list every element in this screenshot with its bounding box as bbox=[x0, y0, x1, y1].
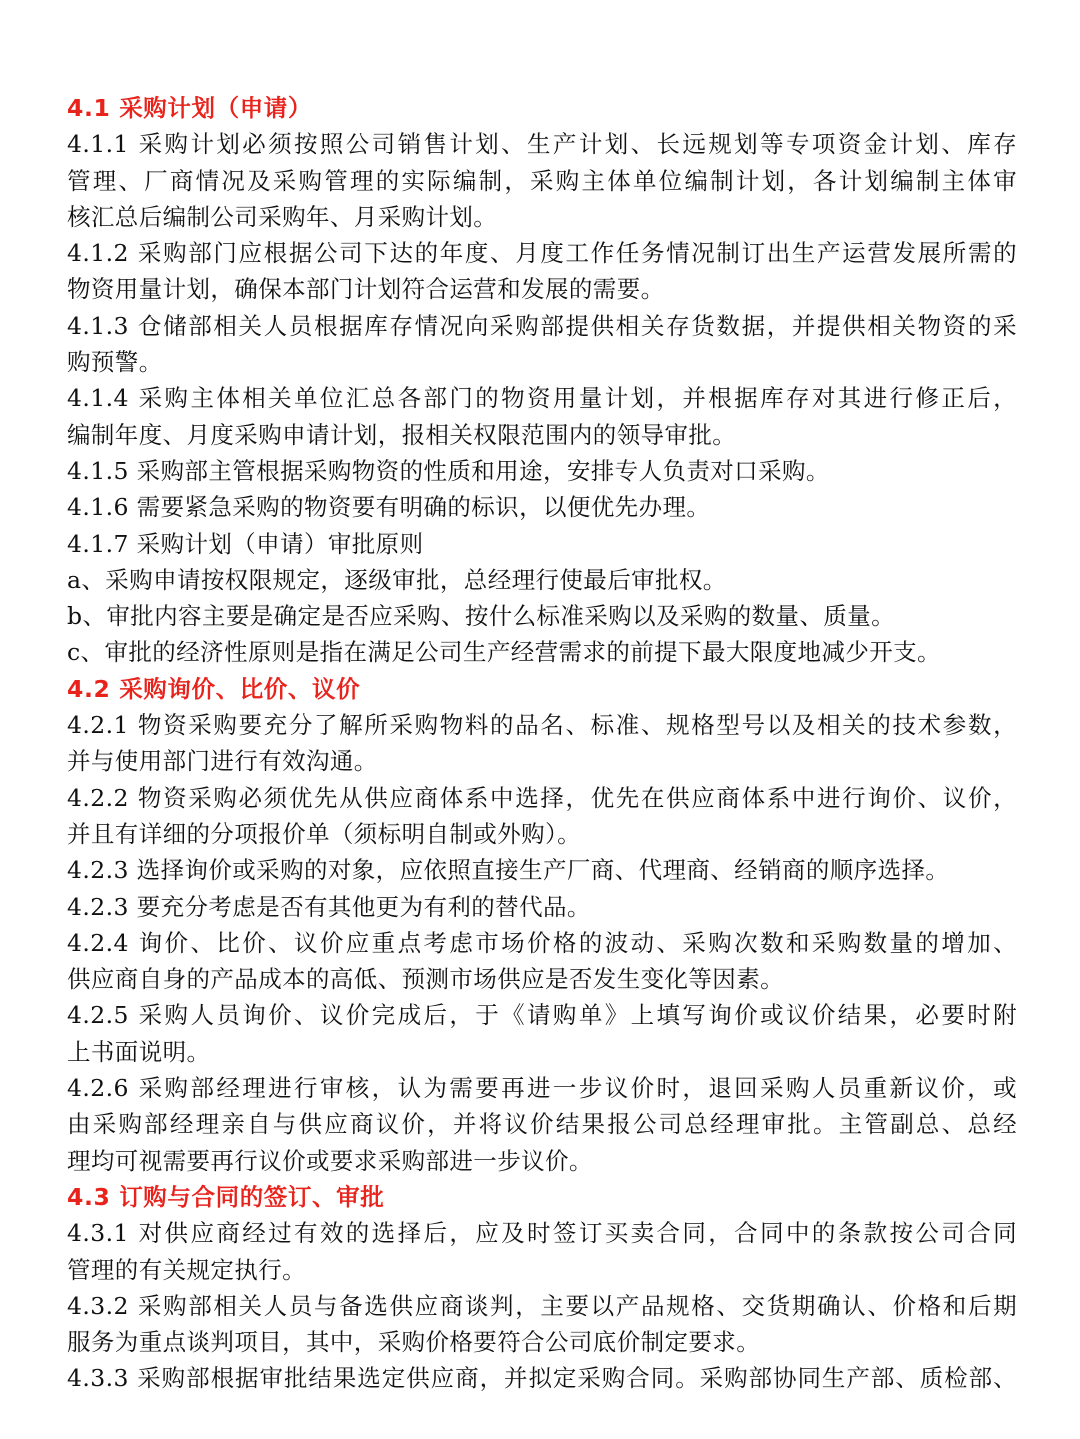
text-line: 物资用量计划，确保本部门计划符合运营和发展的需要。 bbox=[67, 275, 665, 304]
text-line: c、审批的经济性原则是指在满足公司生产经营需求的前提下最大限度地减少开支。 bbox=[67, 638, 941, 667]
text-line: 供应商自身的产品成本的高低、预测市场供应是否发生变化等因素。 bbox=[67, 965, 784, 994]
text-line: 4.1.6 需要紧急采购的物资要有明确的标识，以便优先办理。 bbox=[67, 493, 711, 522]
text-line: 核汇总后编制公司采购年、月采购计划。 bbox=[67, 202, 498, 231]
text-line: 4.2.5 采购人员询价、议价完成后，于《请购单》上填写询价或议价结果，必要时附 bbox=[67, 1001, 1017, 1030]
text-line: 4.2.4 询价、比价、议价应重点考虑市场价格的波动、采购次数和采购数量的增加、 bbox=[67, 928, 1017, 957]
text-line: 并与使用部门进行有效沟通。 bbox=[67, 747, 378, 776]
text-line: 4.1.4 采购主体相关单位汇总各部门的物资用量计划，并根据库存对其进行修正后， bbox=[67, 384, 1017, 413]
text-line: 购预警。 bbox=[67, 348, 163, 377]
text-line: 4.2.3 要充分考虑是否有其他更为有利的替代品。 bbox=[67, 892, 591, 921]
text-line: 4.2.6 采购部经理进行审核，认为需要再进一步议价时，退回采购人员重新议价，或 bbox=[67, 1074, 1017, 1103]
section-heading-4-2: 4.2 采购询价、比价、议价 bbox=[67, 674, 361, 703]
text-line: 4.1.2 采购部门应根据公司下达的年度、月度工作任务情况制订出生产运营发展所需的 bbox=[67, 239, 1017, 268]
text-line: 上书面说明。 bbox=[67, 1037, 211, 1066]
text-line: 4.1.5 采购部主管根据采购物资的性质和用途，安排专人负责对口采购。 bbox=[67, 456, 830, 485]
text-line: 理均可视需要再行议价或要求采购部进一步议价。 bbox=[67, 1146, 593, 1175]
text-line: b、审批内容主要是确定是否应采购、按什么标准采购以及采购的数量、质量。 bbox=[67, 602, 896, 631]
text-line: 4.1.3 仓储部相关人员根据库存情况向采购部提供相关存货数据，并提供相关物资的采 bbox=[67, 311, 1017, 340]
text-line: 4.2.3 选择询价或采购的对象，应依照直接生产厂商、代理商、经销商的顺序选择。 bbox=[67, 856, 950, 885]
text-line: 服务为重点谈判项目，其中，采购价格要符合公司底价制定要求。 bbox=[67, 1328, 761, 1357]
text-line: 4.3.2 采购部相关人员与备选供应商谈判，主要以产品规格、交货期确认、价格和后期 bbox=[67, 1291, 1017, 1320]
text-line: 4.1.1 采购计划必须按照公司销售计划、生产计划、长远规划等专项资金计划、库存 bbox=[67, 130, 1017, 159]
text-line: 由采购部经理亲自与供应商议价，并将议价结果报公司总经理审批。主管副总、总经 bbox=[67, 1110, 1017, 1139]
text-line: 4.2.1 物资采购要充分了解所采购物料的品名、标准、规格型号以及相关的技术参数， bbox=[67, 711, 1017, 740]
section-heading-4-3: 4.3 订购与合同的签订、审批 bbox=[67, 1182, 385, 1211]
text-line: 管理、厂商情况及采购管理的实际编制，采购主体单位编制计划，各计划编制主体审 bbox=[67, 166, 1017, 195]
text-line: a、采购申请按权限规定，逐级审批，总经理行使最后审批权。 bbox=[67, 565, 727, 594]
text-line: 管理的有关规定执行。 bbox=[67, 1255, 306, 1284]
document-body bbox=[67, 90, 1017, 1397]
text-line: 4.3.1 对供应商经过有效的选择后，应及时签订买卖合同，合同中的条款按公司合同 bbox=[67, 1219, 1017, 1248]
text-line: 4.3.3 采购部根据审批结果选定供应商，并拟定采购合同。采购部协同生产部、质检部、 bbox=[67, 1364, 1017, 1393]
text-line: 4.1.7 采购计划（申请）审批原则 bbox=[67, 529, 424, 558]
text-line: 编制年度、月度采购申请计划，报相关权限范围内的领导审批。 bbox=[67, 420, 737, 449]
text-line: 4.2.2 物资采购必须优先从供应商体系中选择，优先在供应商体系中进行询价、议价， bbox=[67, 783, 1017, 812]
section-heading-4-1: 4.1 采购计划（申请） bbox=[67, 94, 313, 122]
text-line: 并且有详细的分项报价单（须标明自制或外购）。 bbox=[67, 819, 582, 848]
